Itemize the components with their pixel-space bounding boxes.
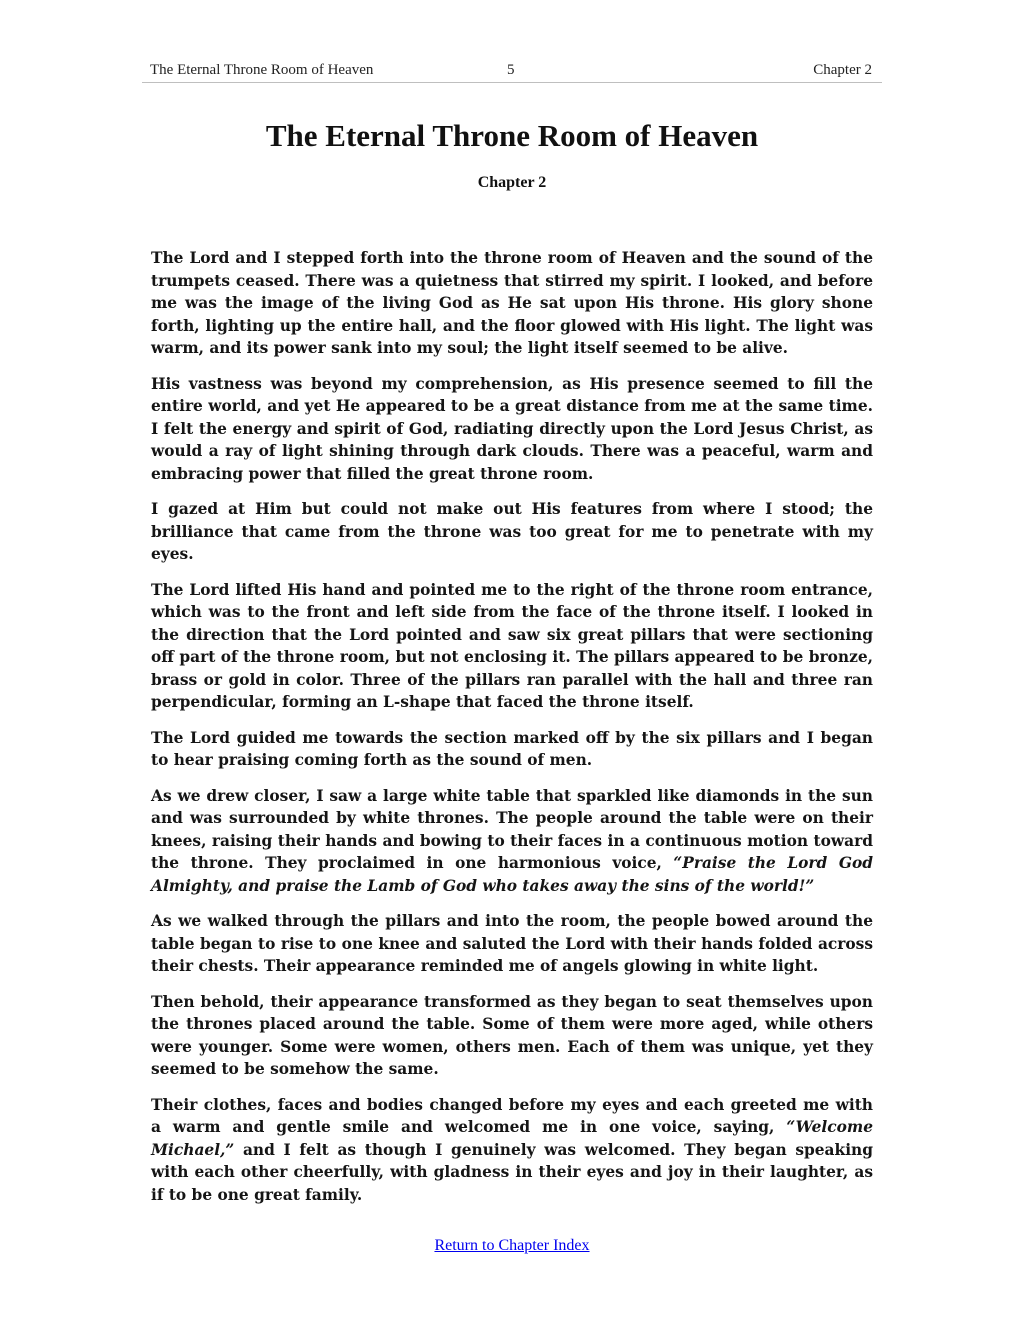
header-chapter: Chapter 2 bbox=[813, 62, 872, 78]
page-title: The Eternal Throne Room of Heaven bbox=[265, 118, 759, 153]
paragraph: As we walked through the pillars and into the room, the people bowed around the table began to rise to one knee and saluted the Lord with their hands folded across their chests. Their appearance reminded me of angels glowing in white light. bbox=[151, 912, 873, 975]
chapter-subtitle: Chapter 2 bbox=[477, 174, 547, 191]
header-page-number: 5 bbox=[507, 62, 515, 78]
paragraph: Their clothes, faces and bodies changed before my eyes and each greeted me with a warm and gentle smile and welcomed me in one voice, saying, “Welcome Michael,” and I felt as though I genuinely was welcomed. They began speaking with each other cheerfully, with gladness in their eyes and joy in their laughter, as if to be one great family. bbox=[151, 1095, 873, 1204]
quote-praise: “Praise the Lord God Almighty, and praise the Lamb of God who takes away the sins of the world!” bbox=[151, 854, 873, 895]
paragraph: The Lord lifted His hand and pointed me to the right of the throne room entrance, which was to the front and left side from the face of the throne itself. I looked in the direction that the Lord pointed and saw six great pillars that were sectioning off part of the throne room, but not enclosing it. The pillars appeared to be bronze, brass or gold in color. Three of the pillars ran parallel with the hall and three ran perpendicular, forming an L-shape that faced the throne itself. bbox=[151, 580, 873, 711]
paragraph: The Lord guided me towards the section marked off by the six pillars and I began to hear praising coming forth as the sound of men. bbox=[151, 728, 873, 769]
running-header bbox=[142, 60, 882, 83]
footer bbox=[0, 1237, 1024, 1255]
chapter-body bbox=[151, 247, 873, 1219]
return-to-chapter-index-link[interactable]: Return to Chapter Index bbox=[434, 1237, 590, 1254]
paragraph: Then behold, their appearance transformed as they began to seat themselves upon the thrones placed around the table. Some of them were more aged, while others were younger. Some were women, others men. Each of them was unique, yet they seemed to be somehow the same. bbox=[151, 992, 873, 1078]
header-book-title: The Eternal Throne Room of Heaven bbox=[150, 62, 374, 78]
paragraph: The Lord and I stepped forth into the throne room of Heaven and the sound of the trumpets ceased. There was a quietness that stirred my spirit. I looked, and before me was the image of the living God as He sat upon His throne. His glory shone forth, lighting up the entire hall, and the floor glowed with His light. The light was warm, and its power sank into my soul; the light itself seemed to be alive. bbox=[151, 249, 873, 357]
quote-welcome: “Welcome Michael,” bbox=[151, 1118, 873, 1159]
paragraph: I gazed at Him but could not make out His features from where I stood; the brilliance that came from the throne was too great for me to penetrate with my eyes. bbox=[151, 500, 873, 563]
paragraph: His vastness was beyond my comprehension, as His presence seemed to fill the entire world, and yet He appeared to be a great distance from me at the same time. I felt the energy and spirit of God, radiating directly upon the Lord Jesus Christ, as would a ray of light shining through dark clouds. There was a peaceful, warm and embracing power that filled the great throne room. bbox=[151, 374, 873, 483]
paragraph: As we drew closer, I saw a large white table that sparkled like diamonds in the sun and was surrounded by white thrones. The people around the table were on their knees, raising their hands and bowing to their faces in a continuous motion toward the throne. They proclaimed in one harmonious voice, “Praise the Lord God Almighty, and praise the Lamb of God who takes away the sins of the world!” bbox=[151, 786, 873, 895]
